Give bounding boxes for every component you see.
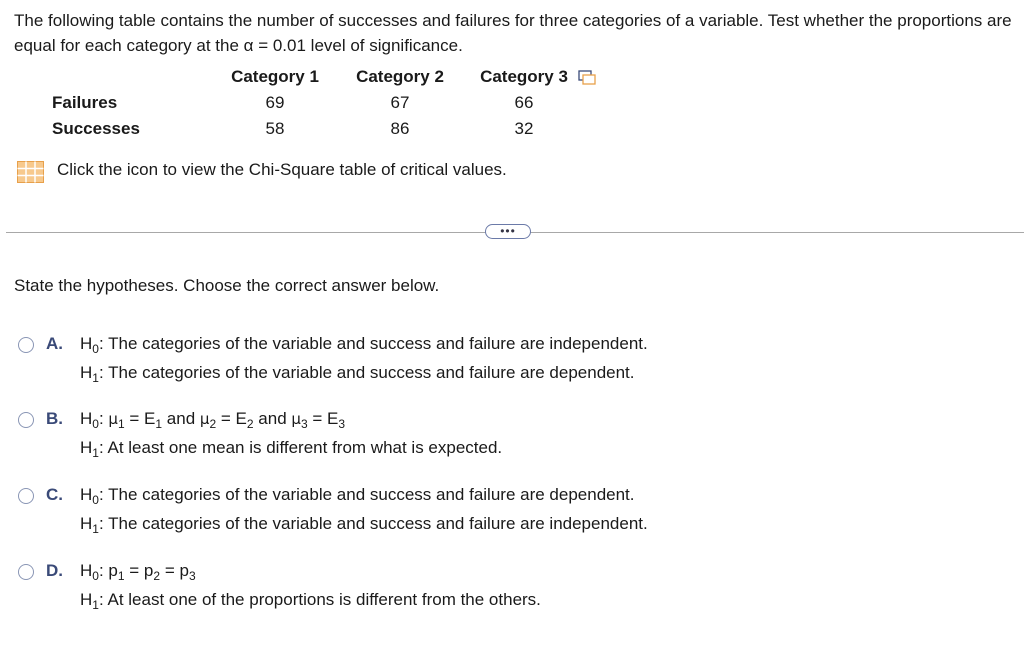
radio-button-c[interactable]	[18, 488, 34, 504]
option-d-h1: $H_1$: At least one of the proportions is different from the others.	[80, 590, 541, 612]
option-a-h1-text: : The categories of the variable and success and failure are dependent.	[98, 363, 635, 382]
option-a-h0-text: : The categories of the variable and success and failure are independent.	[98, 334, 648, 353]
radio-button-d[interactable]	[18, 564, 34, 580]
expand-more-button[interactable]: •••	[485, 224, 531, 239]
problem-statement: The following table contains the number of successes and failures for three categories of a variable. Test whether the proportions are equal for each category at the α = 0.01 level of significance.	[14, 11, 1012, 55]
copy-data-icon[interactable]	[578, 70, 596, 91]
radio-button-b[interactable]	[18, 412, 34, 428]
option-a-h1: $H_1$: The categories of the variable and success and failure are dependent.	[80, 363, 635, 385]
option-c-h0-text: : The categories of the variable and success and failure are dependent.	[98, 485, 635, 504]
option-d-h0: $H_0$: $p_1 = p_2 = p_3$	[80, 561, 196, 583]
column-header-category-2: Category 2	[356, 67, 444, 86]
table-row	[40, 90, 586, 116]
table-cell: 32	[514, 119, 534, 138]
option-letter-d: D.	[46, 561, 63, 580]
table-cell: 58	[265, 119, 285, 138]
table-cell: 67	[390, 93, 410, 112]
option-c-h0: $H_0$: The categories of the variable and success and failure are dependent.	[80, 485, 635, 507]
option-letter-a: A.	[46, 334, 63, 353]
table-row	[40, 116, 586, 142]
option-b-h0: $H_0$: $\mu_1 = E_1$ and $\mu_2 = E_2$ and $\mu_3 = E_3$	[80, 409, 346, 431]
chi-square-table-icon[interactable]	[17, 161, 44, 188]
option-letter-b: B.	[46, 409, 63, 428]
option-b-and-2: and	[258, 409, 287, 428]
data-table	[40, 64, 586, 142]
chi-square-table-link[interactable]: Click the icon to view the Chi-Square table of critical values.	[57, 160, 507, 179]
option-b-h1: $H_1$: At least one mean is different from what is expected.	[80, 438, 503, 460]
row-label-successes: Successes	[52, 119, 140, 138]
question-prompt: State the hypotheses. Choose the correct answer below.	[14, 276, 440, 295]
table-cell: 66	[514, 93, 534, 112]
column-header-category-1: Category 1	[231, 67, 319, 86]
option-c-h1-text: : The categories of the variable and success and failure are independent.	[98, 514, 648, 533]
radio-button-a[interactable]	[18, 337, 34, 353]
row-label-failures: Failures	[52, 93, 118, 112]
option-b-h1-text: : At least one mean is different from what is expected.	[98, 438, 503, 457]
option-b-and-1: and	[166, 409, 196, 428]
table-cell: 69	[265, 93, 285, 112]
column-header-category-3: Category 3	[480, 67, 568, 86]
option-c-h1: $H_1$: The categories of the variable and success and failure are independent.	[80, 514, 648, 536]
option-letter-c: C.	[46, 485, 63, 504]
option-d-h1-text: : At least one of the proportions is different from the others.	[98, 590, 541, 609]
option-a-h0: $H_0$: The categories of the variable and success and failure are independent.	[80, 334, 648, 356]
table-header-row	[40, 64, 586, 90]
table-cell: 86	[390, 119, 410, 138]
table-corner	[40, 64, 212, 90]
